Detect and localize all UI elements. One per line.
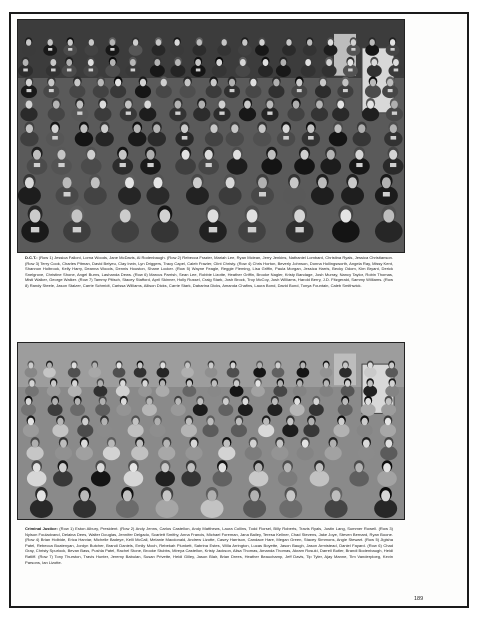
page-number: 189 — [414, 596, 424, 602]
dct-club-name: D.C.T.: — [25, 255, 38, 260]
criminal-justice-group-photo — [17, 342, 405, 520]
criminal-justice-caption — [25, 526, 393, 565]
criminal-justice-club-name: Criminal Justice: — [25, 526, 58, 531]
criminal-justice-member-list: (Row 1) Eston Albury, President. (Row 2) Andy Jenns, Carlos Castellon, Andy Matthews, Laura Collins, Todd Florsel, Billy Roberts, Travis Ryals, Justin Lang, Summer Rowell. (Row 3) Nylson Fouladvand, Delaina Dees, Walter Douglas, Jennifer Delgado, Scarlett Smithy, Anna Francis, Michael Foreman, Jana Bailey, Teresa Kellner, Chad Stevens, Jake Joye, Steven Bernard, Ryan Boone. (Row 4) Brian Holbide, Erica Harviar, Michelle Badeye, Kelli McCall, Melanie Macdonald, Andrew Lizotte, Casey Harrison, Candace Hare, Megan Green, Stacey Simmons, Angie Stewart. (Row 5) Jigisha Patel, Rebecca Boatenyan, Jordyn Butcher, Brandi Daniels, Emily Moch, Rebekah Plunkett, Sabrina Estes, Willa Arrington, Lucas Boyette, Jason Baugh, Jason Armistead, Daniel Fayard. (Row 6) Chad Gray, Christy Spurlock, Bevan Bass, Pushla Patel, Rachel Stone, Brooke Stubbs, Mireya Castellon, Kristy Jackson, Alisa Thomas, Amanda Thomas, Akram Rosuki, Darrell Butler, Brandi Bodenbaugh, Heidi Ratliff. (Row 7) Tony Thurston, Travis Hunter, Jeremy Babulan, Susan Privette, Heidi Gilley, Jason Blair, Brian Drees, Heather Beauchamp, Jeff Davis, Tip Tyler, Ajay Manne, Tim Vanderploeg, Kevin Parsons, Ian Lizotte. — [25, 526, 394, 565]
criminal-justice-crowd — [18, 343, 404, 519]
yearbook-page — [9, 12, 469, 608]
dct-member-list: (Row 1) Jessica Falloni, Lorna Woods, Jane McDavis, Al Rodenbaugh. (Row 2) Rebecca Frazier, Mariah Lee, Ryan Mclean, Jerry Jenkins, Nathaniel Lombard, Christina Ryals, Jessica Christianson. (Row 3) Terry Cook, Charles Pitman, David Belyeu, Clay Irwin, Lyn Driggers, Tracy Capel, Caleb Frazier, Clint Christy. (Row 4) Chris Horton, Beverly Johnson, Donna Hollingsworth, Angela Ray, Missy Kent, Shannon Holbrook, Kelly Harry, Deanna Woods, Dennis Houston, Shane Locker. (Row 5) Wayne Feagle, Reggie Fleming, Lisa Griffin, Paula Morgan, Jessica Harris, Becky Odom, Kim Bryant, Derick Snelgrove, Christine Shone, Angel Burns, Lashanda Dews. (Row 6) Marcus Parrish, Sean Lee, Robbie Lizotte, Heather Griffin, Brooke Nagler, Kristy Bandage, Josh Murray, Nancy Taylor, Robin Thomas, Misti Walker, George Walker. (Row 7) Tammy Pitisch, Stacey Stafford, April Skinner, Holly Russel, Craig Stark, Josh Brock, Troy McCoy, Josh Williams, Harold Berry, J.D. Fitzgerald, Sammy Williams. (Row 8) Randy Steele, Jason Stalzer, Carrie Schmidt, Carissa Williams, Allison Dicks, Carrie Stark, Dabarina Dicks, Amanda Chafins, Laura Bond, David Bond, Tonya Fountain, Caleb Smithwick. — [25, 255, 393, 288]
dct-caption — [25, 255, 393, 289]
dct-group-photo — [17, 19, 405, 253]
dct-crowd — [18, 20, 404, 252]
